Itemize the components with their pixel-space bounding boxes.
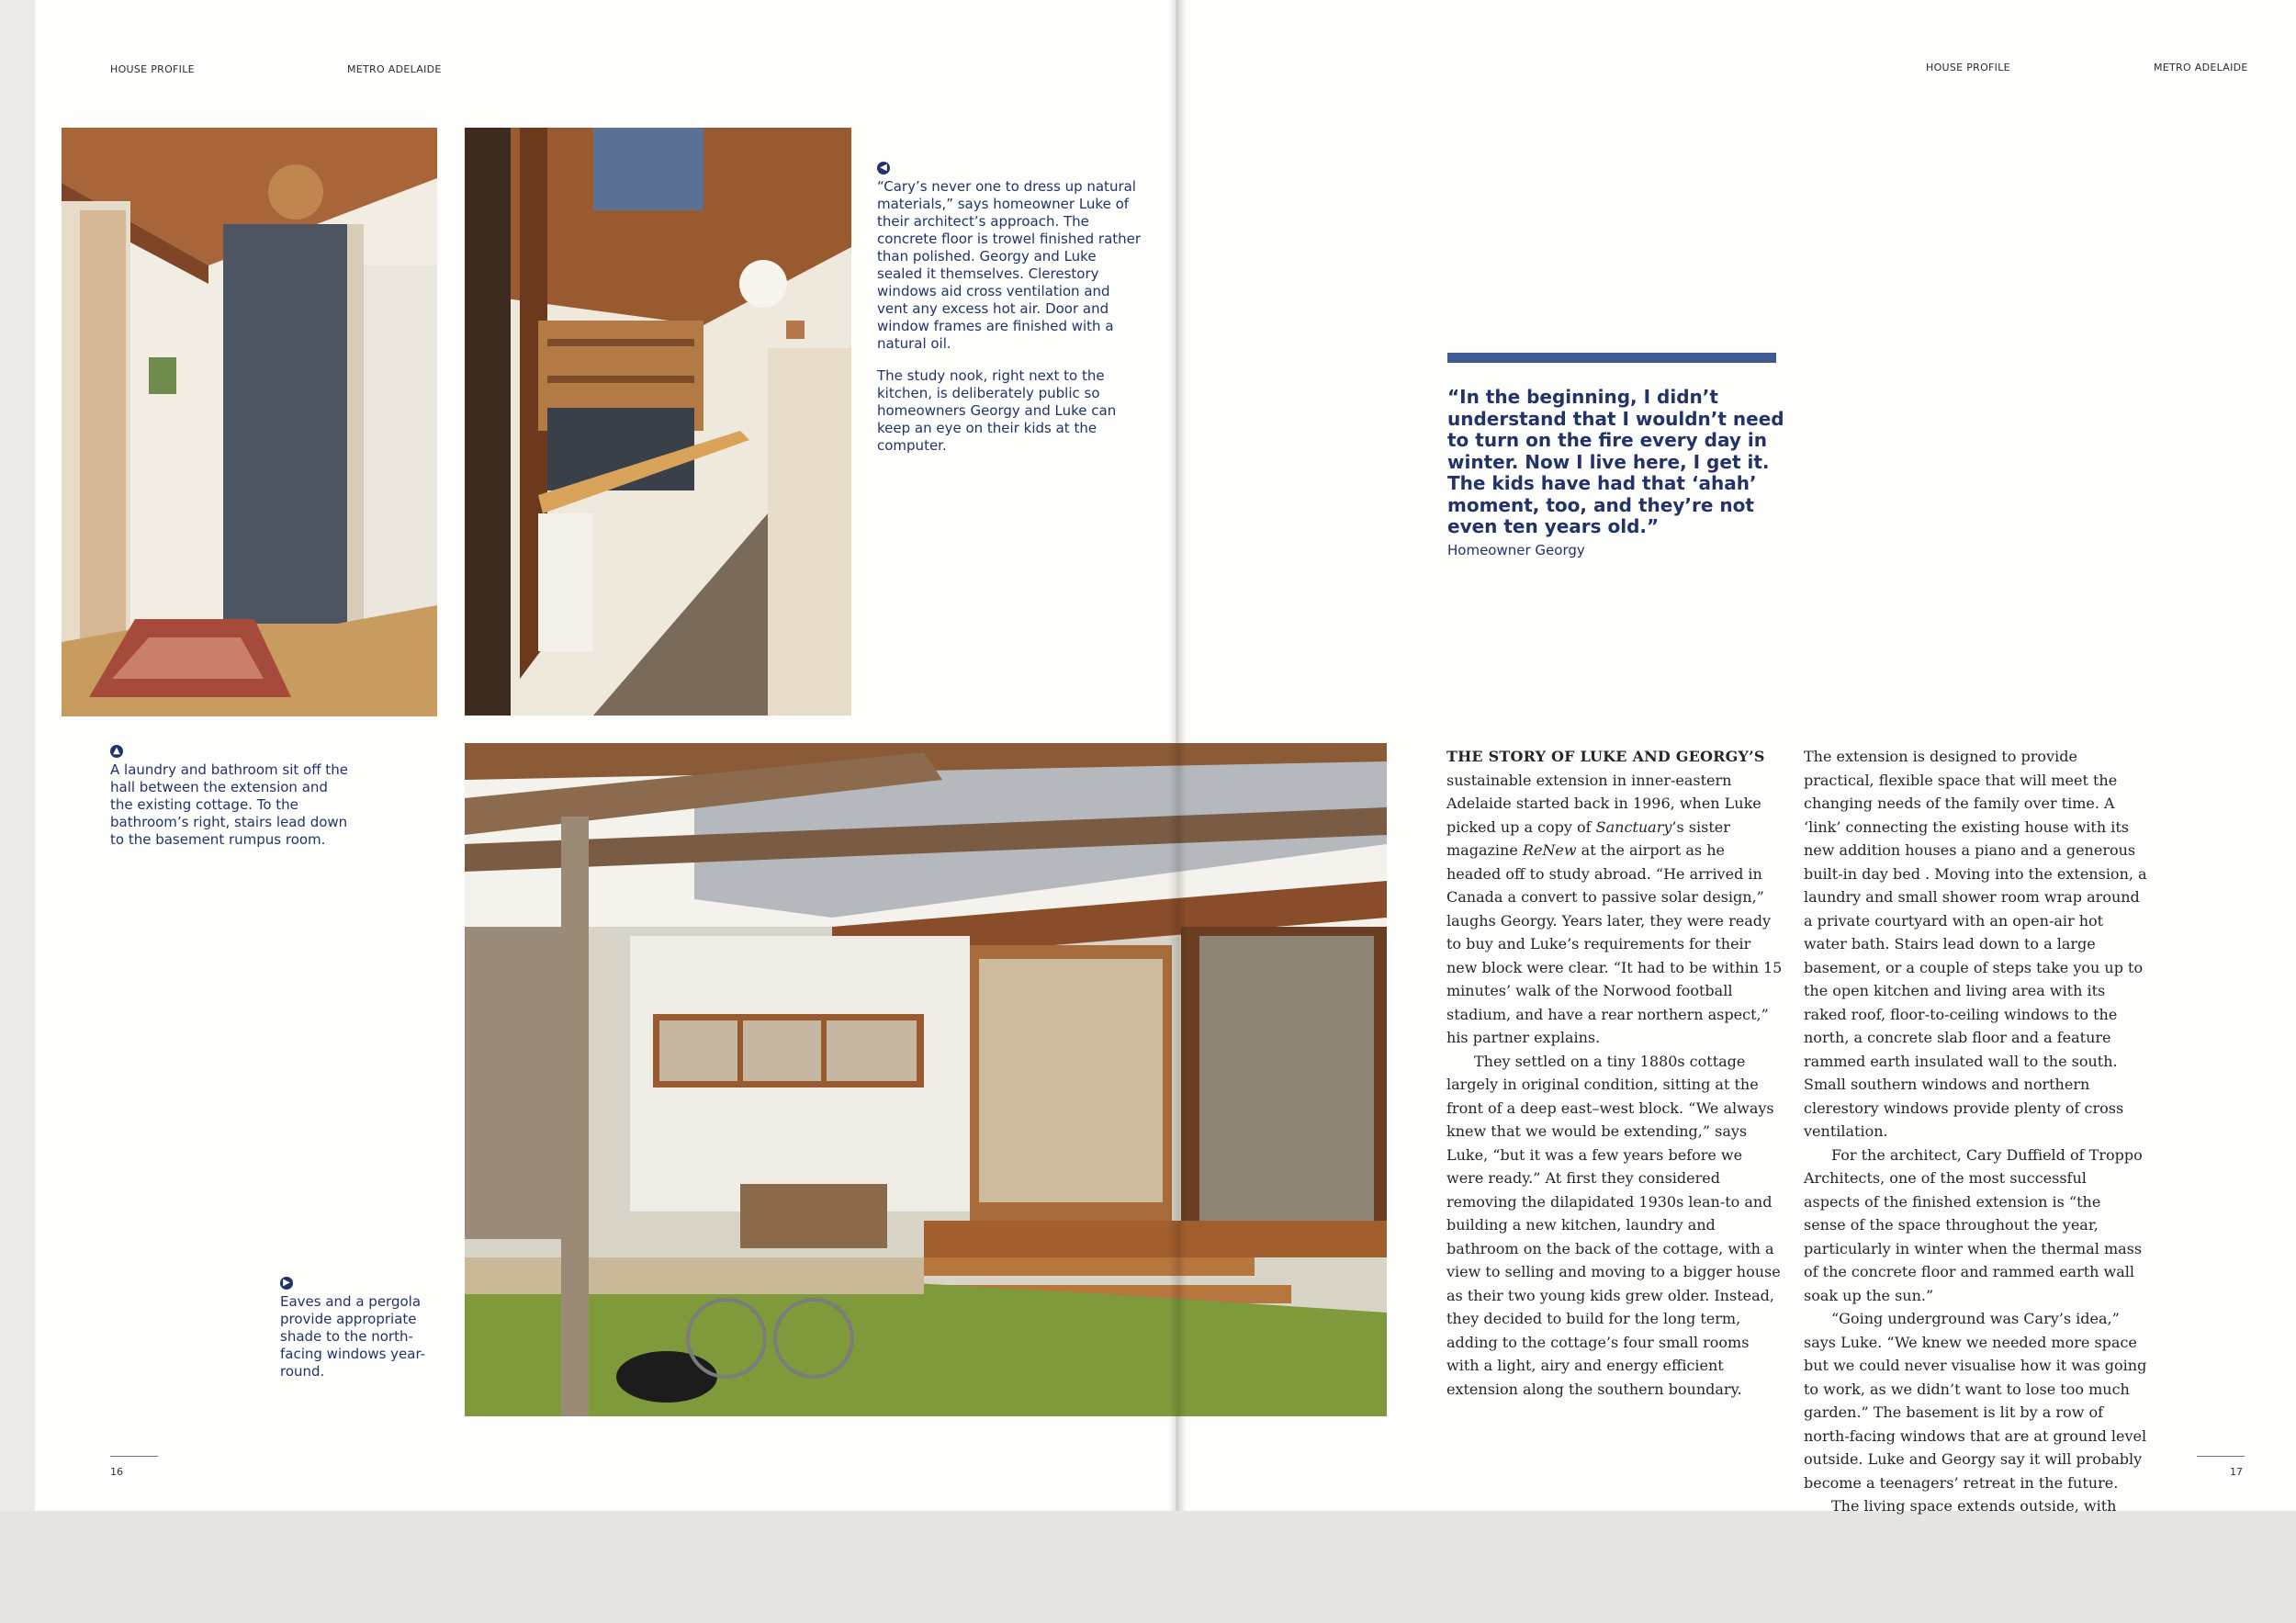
article-column-1 (1446, 745, 1784, 1401)
running-head-section-right: HOUSE PROFILE (1926, 62, 2010, 73)
laundry-and-hall-photo (62, 128, 437, 716)
article-p1-part-a: sustainable extension in inner-eastern Adelaide started back in 1996, when Luke picked up a copy of (1446, 771, 1761, 836)
arrow-up-icon: ▲ (110, 745, 123, 758)
pull-quote: “In the beginning, I didn’t understand that I wouldn’t need to turn on the fire every day in winter. Now I live here, I get it. The kids have had that ‘ahah’ moment, too, and they’re not even ten years old.” (1447, 386, 1784, 537)
laundry-caption (110, 740, 349, 863)
article-paragraph-5: “Going underground was Cary’s idea,” says Luke. “We knew we needed more space but we could never visualise how it was going to work, as we didn’t want to lose too much garden.” The basement is lit by a row of north-facing windows that are at ground level outside. Luke and Georgy say it will probably become a teenagers’ retreat in the future. (1804, 1310, 2147, 1492)
pergola-caption-text: Eaves and a pergola provide appropriate shade to the north-facing windows year-round. (280, 1293, 426, 1380)
page-number-left: 16 (110, 1466, 123, 1478)
pergola-caption (280, 1272, 441, 1395)
arrow-right-icon: ▶ (280, 1277, 293, 1290)
pergola-exterior-photo (465, 743, 1387, 1416)
study-caption-paragraph-2: The study nook, right next to the kitchen, is deliberately public so homeowners Georgy and Luke can keep an eye on their kids at the computer. (877, 367, 1117, 454)
article-paragraph-6: The living space extends outside, with (1831, 1497, 2117, 1515)
folio-rule-right (2197, 1456, 2245, 1457)
article-paragraph-4: For the architect, Cary Duffield of Troppo Architects, one of the most successful aspects of the finished extension is “the sense of the space throughout the year, particularly in winter when the thermal mass of the concrete floor and rammed earth wall soak up the sun.” (1804, 1145, 2143, 1304)
arrow-left-icon: ◀ (877, 162, 890, 175)
article-column-2 (1804, 745, 2147, 1518)
article-paragraph-3: The extension is designed to provide practical, flexible space that will meet the changing needs of the family over time. A ‘link’ connecting the existing house with its new addition houses a piano and a generous built-in day bed . Moving into the extension, a laundry and small shower room wrap around a private courtyard with an open-air hot water bath. Stairs lead down to a large basement, or a couple of steps take you up to the open kitchen and living area with its raked roof, floor-to-ceiling windows to the north, a concrete slab floor and a feature rammed earth insulated wall to the south. Small southern windows and northern clerestory windows provide plenty of cross ventilation. (1804, 748, 2147, 1140)
folio-rule-left (110, 1456, 158, 1457)
pull-quote-attribution: Homeowner Georgy (1447, 542, 1585, 558)
pull-quote-rule (1447, 353, 1776, 363)
laundry-caption-text: A laundry and bathroom sit off the hall between the extension and the existing cottage. To the bathroom’s right, stairs lead down to the basement rumpus room. (110, 761, 348, 848)
magazine-title-sanctuary: Sanctuary (1595, 817, 1672, 836)
page-number-right: 17 (2230, 1466, 2243, 1478)
running-head-region-right: METRO ADELAIDE (2154, 62, 2248, 73)
study-nook-photo (465, 128, 851, 716)
study-caption (877, 157, 1143, 469)
spine-gutter (1168, 0, 1187, 1511)
running-head-region-left: METRO ADELAIDE (347, 63, 442, 75)
magazine-title-renew: ReNew (1522, 841, 1577, 859)
article-paragraph-2: They settled on a tiny 1880s cottage largely in original condition, sitting at the front of a deep east–west block. “We always knew that we would be extending,” says Luke, “but it was a few years before we were ready.” At first they considered removing the dilapidated 1930s lean-to and building a new kitchen, laundry and bathroom on the back of the cottage, with a view to selling and moving to a bigger house as their two young kids grew older. Instead, they decided to build for the long term, adding to the cottage’s four small rooms with a light, airy and energy efficient extension along the southern boundary. (1446, 1052, 1781, 1398)
desk-surface (0, 1511, 2296, 1623)
study-caption-paragraph-1: “Cary’s never one to dress up natural materials,” says homeowner Luke of their architect’s approach. The concrete floor is trowel finished rather than polished. Georgy and Luke sealed it themselves. Clerestory windows aid cross ventilation and vent any excess hot air. Door and window frames are finished with a natural oil. (877, 178, 1142, 352)
article-lead-in: THE STORY OF LUKE AND GEORGY’S (1446, 748, 1765, 765)
article-p1-part-b: ’s sister magazine (1446, 817, 1730, 859)
article-paragraph-1 (1446, 745, 1784, 1050)
running-head-section-left: HOUSE PROFILE (110, 63, 195, 75)
article-p1-part-c: at the airport as he headed off to study abroad. “He arrived in Canada a convert to passive solar design,” laughs Georgy. Years later, they were ready to buy and Luke’s requirements for their new block were clear. “It had to be within 15 minutes’ walk of the Norwood football stadium, and have a rear northern aspect,” his partner explains. (1446, 841, 1783, 1046)
